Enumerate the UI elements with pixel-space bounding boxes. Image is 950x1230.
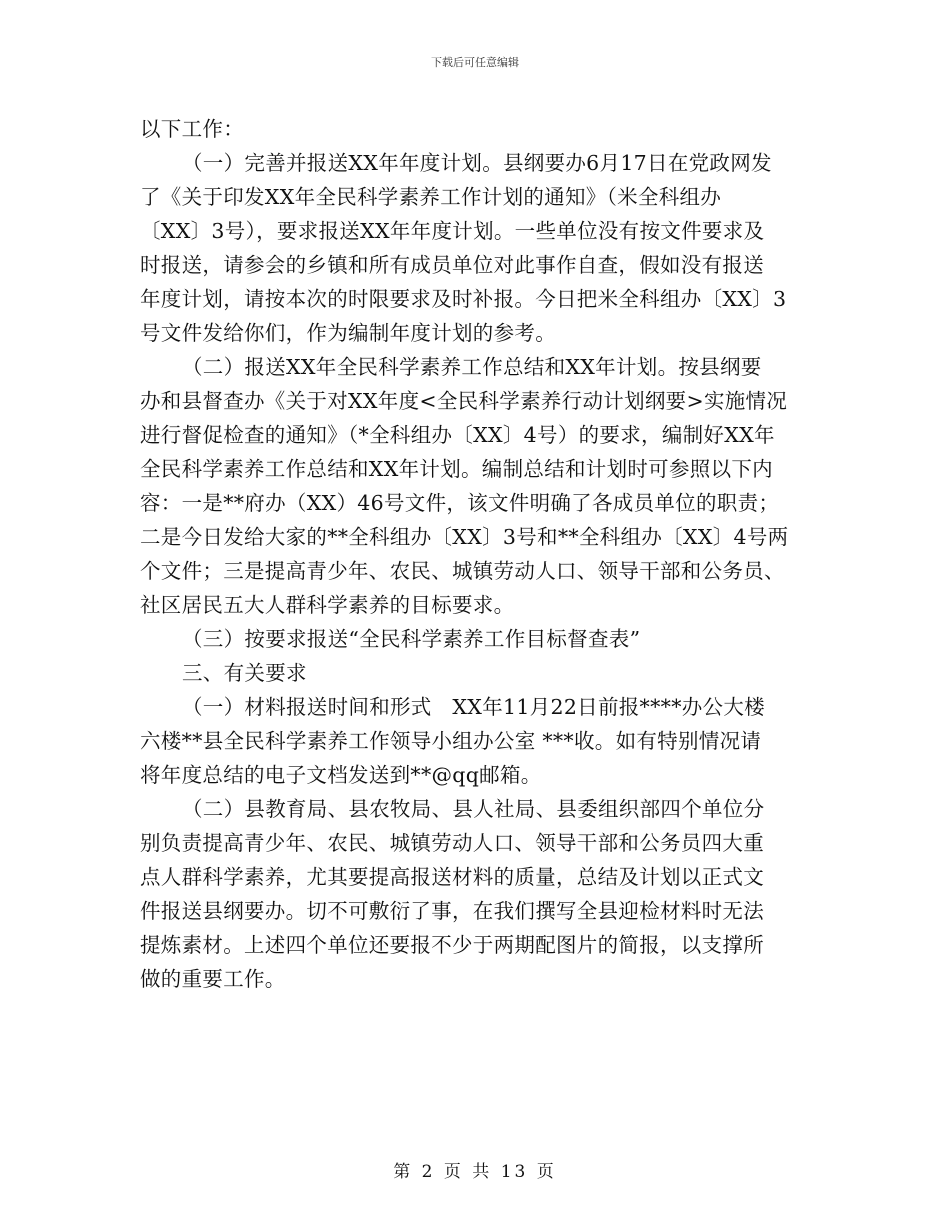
text-line: 时报送，请参会的乡镇和所有成员单位对此事作自查，假如没有报送 [140, 253, 764, 277]
text-line: 以下工作： [140, 117, 244, 141]
page-header: 下载后可任意编辑 [431, 56, 519, 69]
text-line: 号文件发给你们，作为编制年度计划的参考。 [140, 321, 556, 345]
text-line: 了《关于印发XX年全民科学素养工作计划的通知》（米全科组办 [140, 185, 722, 209]
text-line: 年度计划，请按本次的时限要求及时补报。今日把米全科组办〔XX〕3 [140, 287, 787, 311]
text-line: 六楼**县全民科学素养工作领导小组办公室 ***收。如有特别情况请 [140, 729, 762, 753]
text-line: 社区居民五大人群科学素养的目标要求。 [140, 593, 515, 617]
text-line: 〔XX〕3号），要求报送XX年年度计划。一些单位没有按文件要求及 [140, 219, 765, 243]
text-line: （一）完善并报送XX年年度计划。县纲要办6月17日在党政网发 [182, 151, 772, 175]
text-line: 二是今日发给大家的**全科组办〔XX〕3号和**全科组办〔XX〕4号两 [140, 525, 789, 549]
text-line: 做的重要工作。 [140, 967, 286, 991]
document-body [140, 112, 812, 996]
text-line: 提炼素材。上述四个单位还要报不少于两期配图片的简报，以支撑所 [140, 933, 764, 957]
text-line: （二）县教育局、县农牧局、县人社局、县委组织部四个单位分 [182, 797, 765, 821]
text-line: 全民科学素养工作总结和XX年计划。编制总结和计划时可参照以下内 [140, 457, 773, 481]
page-number: 第 2 页 共 13 页 [393, 1162, 557, 1182]
text-line: 将年度总结的电子文档发送到**@qq邮箱。 [140, 763, 542, 787]
text-line: 办和县督查办《关于对XX年度<全民科学素养行动计划纲要>实施情况 [140, 389, 788, 413]
section-heading: 三、有关要求 [182, 661, 307, 685]
text-line: 点人群科学素养，尤其要提高报送材料的质量，总结及计划以正式文 [140, 865, 764, 889]
text-line: 件报送县纲要办。切不可敷衍了事，在我们撰写全县迎检材料时无法 [140, 899, 764, 923]
text-line: （一）材料报送时间和形式 XX年11月22日前报****办公大楼 [182, 695, 765, 719]
text-line: 个文件；三是提高青少年、农民、城镇劳动人口、领导干部和公务员、 [140, 559, 785, 583]
text-line: 别负责提高青少年、农民、城镇劳动人口、领导干部和公务员四大重 [140, 831, 764, 855]
text-line: （二）报送XX年全民科学素养工作总结和XX年计划。按县纲要 [182, 355, 762, 379]
text-line: 进行督促检查的通知》（*全科组办〔XX〕4号）的要求，编制好XX年 [140, 423, 775, 447]
text-line: （三）按要求报送“全民科学素养工作目标督查表” [182, 627, 641, 651]
text-line: 容：一是**府办（XX）46号文件，该文件明确了各成员单位的职责； [140, 491, 780, 515]
